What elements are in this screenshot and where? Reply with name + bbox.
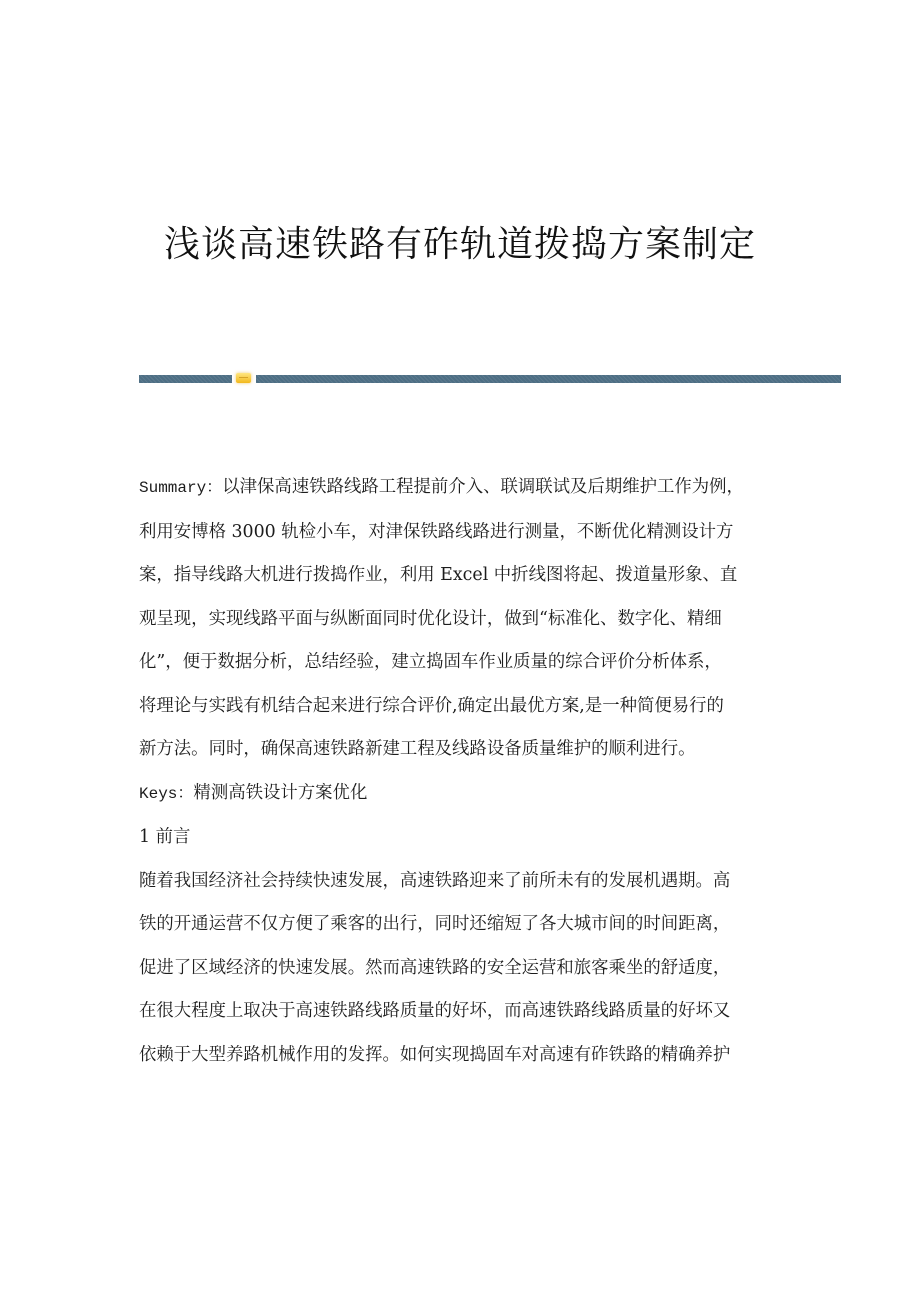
gold-bar-ornament-icon <box>236 373 251 383</box>
section-1-heading: 1 前言 <box>139 827 191 847</box>
summary-line: 利用安博格 3000 轨检小车，对津保铁路线路进行测量，不断优化精测设计方 <box>139 521 734 542</box>
summary-line: Summary：以津保高速铁路线路工程提前介入、联调联试及后期维护工作为例， <box>139 477 744 497</box>
keys-label: Keys： <box>139 784 194 803</box>
summary-label: Summary： <box>139 479 223 497</box>
title-divider <box>139 374 841 383</box>
section-1-paragraph <box>139 860 779 1078</box>
body-line: 在很大程度上取决于高速铁路线路质量的好坏，而高速铁路线路质量的好坏又 <box>139 1001 731 1021</box>
document-body <box>139 466 779 1077</box>
body-line: 依赖于大型养路机械作用的发挥。如何实现捣固车对高速有砟铁路的精确养护 <box>139 1044 731 1065</box>
summary-paragraph <box>139 466 779 772</box>
summary-line: 化”，便于数据分析，总结经验，建立捣固车作业质量的综合评价分析体系， <box>139 652 722 672</box>
keys-paragraph <box>139 772 779 817</box>
summary-line: 观呈现，实现线路平面与纵断面同时优化设计，做到“标准化、数字化、精细 <box>139 608 722 629</box>
keys-text: 精测高铁设计方案优化 <box>193 782 368 803</box>
divider-bar-left <box>139 375 232 383</box>
summary-line: 新方法。同时，确保高速铁路新建工程及线路设备质量维护的顺利进行。 <box>139 739 696 759</box>
summary-line: 案，指导线路大机进行拨捣作业，利用 Excel 中折线图将起、拨道量形象、直 <box>139 565 738 585</box>
divider-bar-right <box>256 375 841 383</box>
document-title: 浅谈高速铁路有砟轨道拨捣方案制定 <box>163 224 756 266</box>
body-line: 促进了区域经济的快速发展。然而高速铁路的安全运营和旅客乘坐的舒适度， <box>139 957 731 978</box>
body-line: 铁的开通运营不仅方便了乘客的出行，同时还缩短了各大城市间的时间距离， <box>139 914 731 934</box>
body-line: 随着我国经济社会持续快速发展，高速铁路迎来了前所未有的发展机遇期。高 <box>139 870 731 891</box>
summary-line: 将理论与实践有机结合起来进行综合评价,确定出最优方案,是一种简便易行的 <box>139 695 724 716</box>
